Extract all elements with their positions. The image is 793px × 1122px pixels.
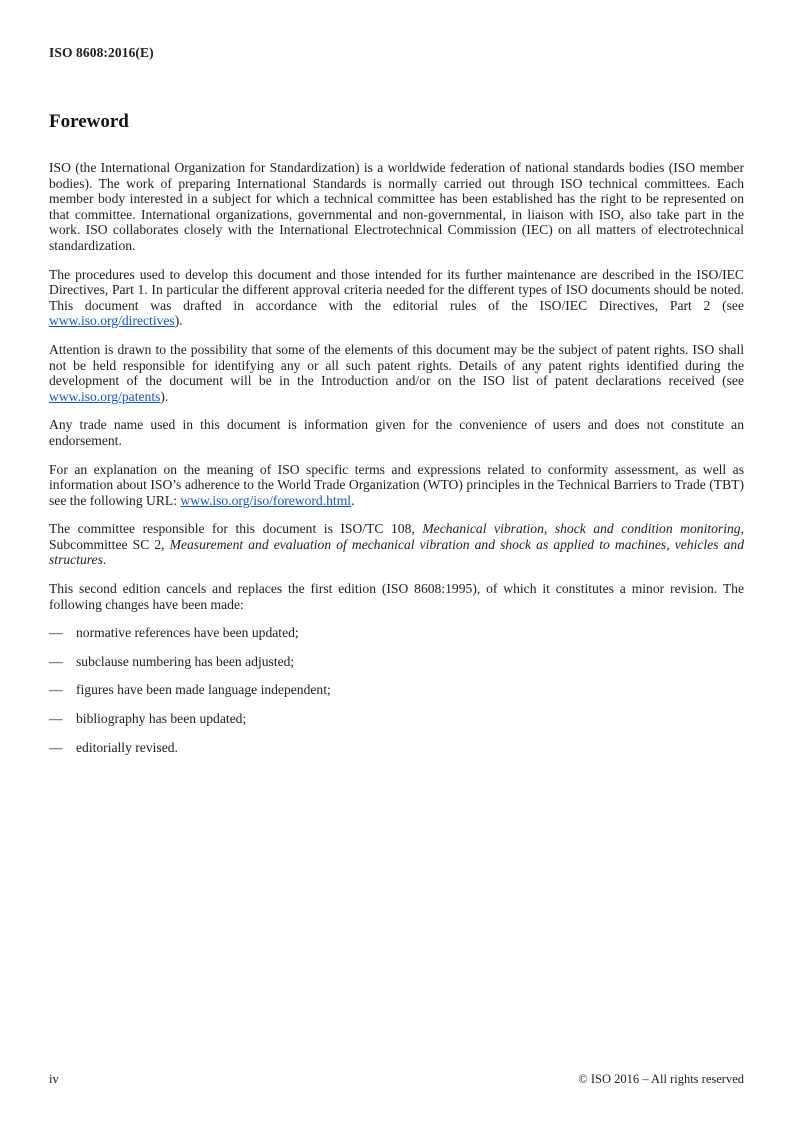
- text-segment: For an explanation on the meaning of ISO specific terms and expressions related to conformity assessment, as well as information about ISO’s adherence to the World Trade Organization (WTO) principles in the Technical Barriers to Trade (TBT) see the following URL:: [49, 461, 744, 508]
- text-segment: Any trade name used in this document is information given for the convenience of users and does not constitute an endorsement.: [49, 417, 744, 448]
- list-dash: —: [49, 711, 63, 727]
- change-list-item: [49, 625, 744, 641]
- text-segment: Measurement and evaluation of mechanical vibration and shock as applied to machines, vehicles and structures: [49, 536, 744, 568]
- paragraph: [49, 342, 744, 404]
- text-segment: ISO (the International Organization for Standardization) is a worldwide federation of national standards bodies (ISO member bodies). The work of preparing International Standards is normally carried out through ISO technical committees. Each member body interested in a subject for which a technical committee has been established has the right to be represented on that committee. International organizations, governmental and non-governmental, in liaison with ISO, also take part in the work. ISO collaborates closely with the International Electrotechnical Commission (IEC) on all matters of electrotechnical standardization.: [49, 160, 744, 253]
- text-segment: .: [102, 552, 107, 568]
- list-dash: —: [49, 625, 63, 641]
- text-segment: This second edition cancels and replaces the first edition (ISO 8608:1995), of which it constitutes a minor revision. The following changes have been made:: [49, 581, 744, 612]
- list-text: figures have been made language independent;: [76, 682, 331, 698]
- page-footer: [49, 1072, 744, 1087]
- text-segment: Mechanical vibration, shock and condition monitoring: [422, 521, 741, 537]
- text-segment: ).: [160, 388, 169, 404]
- page-title: Foreword: [49, 111, 129, 132]
- text-segment: .: [351, 492, 355, 508]
- paragraph: [49, 160, 744, 254]
- hyperlink[interactable]: www.iso.org/directives: [49, 313, 175, 329]
- text-segment: The procedures used to develop this document and those intended for its further maintenance are described in the ISO/IEC Directives, Part 1. In particular the different approval criteria needed for the different types of ISO documents should be noted. This document was drafted in accordance with the editorial rules of the ISO/IEC Directives, Part 2 (see: [49, 266, 744, 313]
- list-dash: —: [49, 682, 63, 698]
- change-list-item: [49, 740, 744, 756]
- list-text: subclause numbering has been adjusted;: [76, 653, 295, 669]
- document-reference: ISO 8608:2016(E): [49, 45, 154, 60]
- text-segment: Attention is drawn to the possibility that some of the elements of this document may be the subject of patent rights. ISO shall not be held responsible for identifying any or all such patent rights. Details of any patent rights identified during the development of the document will be in the Introduction and/or on the ISO list of patent declarations received (see: [49, 341, 744, 389]
- text-segment: , Subcommittee SC 2,: [49, 521, 744, 552]
- list-text: normative references have been updated;: [76, 625, 299, 641]
- text-segment: ).: [174, 313, 183, 329]
- change-list: [49, 625, 744, 755]
- paragraph: [49, 521, 744, 568]
- hyperlink[interactable]: www.iso.org/patents: [49, 388, 161, 404]
- paragraph: [49, 267, 744, 329]
- page-number: iv: [49, 1072, 59, 1086]
- change-list-item: [49, 654, 744, 670]
- paragraph: [49, 417, 744, 448]
- list-dash: —: [49, 653, 63, 669]
- paragraph: [49, 462, 744, 509]
- list-text: bibliography has been updated;: [76, 711, 247, 727]
- copyright-notice: © ISO 2016 – All rights reserved: [578, 1072, 744, 1086]
- list-dash: —: [49, 739, 63, 755]
- paragraph-list: [49, 160, 744, 612]
- paragraph: [49, 581, 744, 612]
- change-list-item: [49, 682, 744, 698]
- hyperlink[interactable]: www.iso.org/iso/foreword.html: [180, 492, 352, 508]
- list-text: editorially revised.: [76, 739, 178, 755]
- change-list-item: [49, 711, 744, 727]
- text-segment: The committee responsible for this document is ISO/TC 108,: [49, 521, 423, 537]
